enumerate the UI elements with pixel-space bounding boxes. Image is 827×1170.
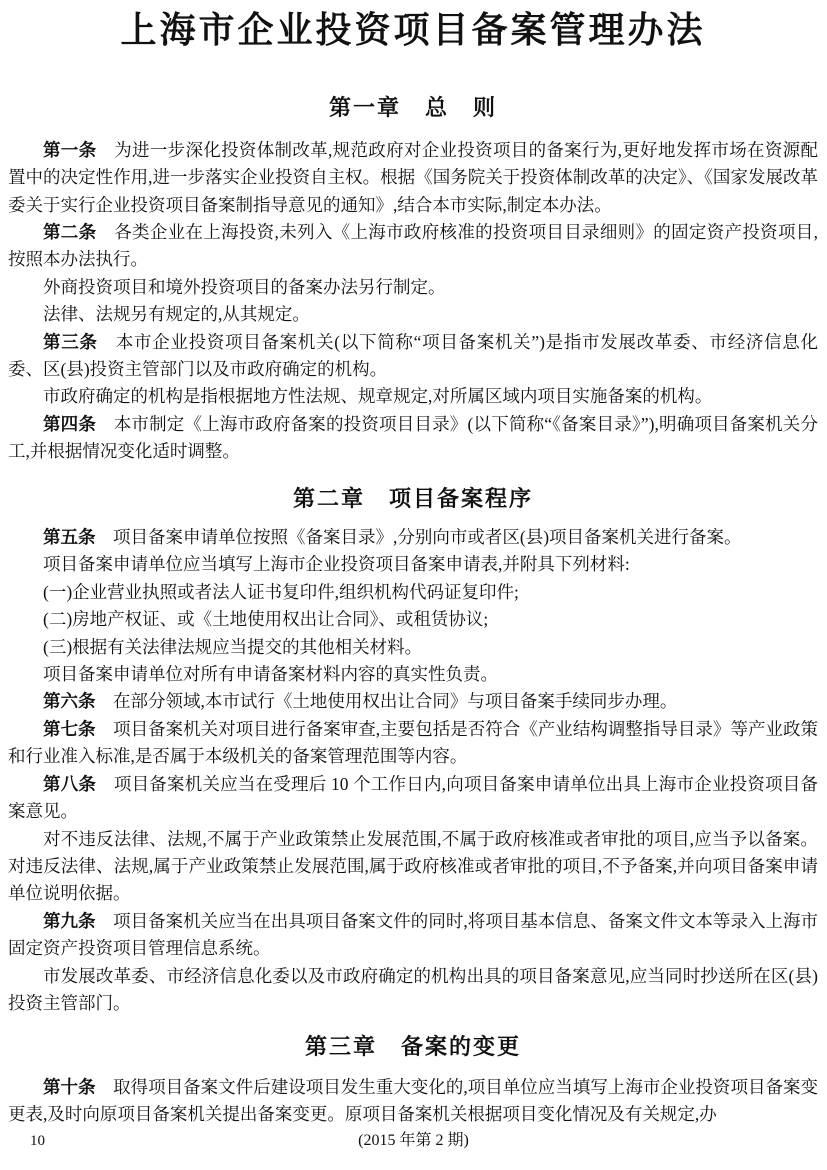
paragraph-text: 项目备案申请单位应当填写上海市企业投资项目备案申请表,并附具下列材料: bbox=[43, 554, 630, 575]
chapter-1-body bbox=[8, 137, 818, 466]
paragraph bbox=[8, 579, 818, 606]
paragraph-text: 项目备案机关应当在出具项目备案文件的同时,将项目基本信息、备案文件文本等录入上海市固定资产投资项目管理信息系统。 bbox=[8, 910, 819, 959]
paragraph-text: 各类企业在上海投资,未列入《上海市政府核准的投资项目目录细则》的固定资产投资项目,按照本办法执行。 bbox=[8, 222, 818, 270]
paragraph-text: 市政府确定的机构是指根据地方性法规、规章规定,对所属区域内项目实施备案的机构。 bbox=[43, 386, 713, 407]
paragraph bbox=[8, 411, 818, 466]
article-label: 第九条 bbox=[43, 910, 114, 931]
paragraph-text: (三)根据有关法律法规应当提交的其他相关材料。 bbox=[43, 636, 423, 657]
paragraph-text: 项目备案机关应当在受理后 10 个工作日内,向项目备案申请单位出具上海市企业投资项目备案意见。 bbox=[8, 773, 819, 822]
paragraph bbox=[8, 137, 818, 219]
article-label: 第十条 bbox=[43, 1076, 114, 1097]
paragraph bbox=[8, 606, 818, 633]
paragraph bbox=[8, 219, 818, 274]
paragraph bbox=[8, 634, 818, 661]
paragraph bbox=[8, 383, 818, 410]
article-label: 第八条 bbox=[43, 773, 114, 794]
article-label: 第六条 bbox=[43, 691, 113, 712]
paragraph-text: 取得项目备案文件后建设项目发生重大变化的,项目单位应当填写上海市企业投资项目备案变更表,及时向原项目备案机关提出备案变更。原项目备案机关根据项目变化情况及有关规定,办 bbox=[8, 1076, 819, 1125]
paragraph-text: 项目备案申请单位按照《备案目录》,分别向市或者区(县)项目备案机关进行备案。 bbox=[113, 527, 742, 548]
paragraph bbox=[8, 716, 818, 771]
paragraph bbox=[8, 301, 818, 328]
chapter-2-body bbox=[8, 524, 818, 1017]
paragraph bbox=[8, 524, 818, 551]
paragraph-text: 对不违反法律、法规,不属于产业政策禁止发展范围,不属于政府核准或者审批的项目,应当予以备案。对违反法律、法规,属于产业政策禁止发展范围,属于政府核准或者审批的项目,不予备案,并向项目备案申请单位说明依据。 bbox=[8, 828, 818, 904]
article-label: 第七条 bbox=[43, 718, 114, 739]
paragraph bbox=[8, 1074, 818, 1129]
article-label: 第五条 bbox=[43, 527, 113, 548]
article-label: 第三条 bbox=[43, 331, 116, 352]
paragraph bbox=[8, 771, 818, 826]
chapter-3-heading: 第三章 备案的变更 bbox=[304, 1034, 521, 1060]
page-footer bbox=[0, 1128, 827, 1154]
paragraph-text: 在部分领域,本市试行《土地使用权出让合同》与项目备案手续同步办理。 bbox=[113, 691, 678, 712]
paragraph bbox=[8, 329, 818, 384]
paragraph-text: 项目备案机关对项目进行备案审查,主要包括是否符合《产业结构调整指导目录》等产业政策和行业准入标准,是否属于本级机关的备案管理范围等内容。 bbox=[8, 718, 819, 767]
paragraph bbox=[8, 551, 818, 578]
paragraph-text: 市发展改革委、市经济信息化委以及市政府确定的机构出具的项目备案意见,应当同时抄送所在区(县)投资主管部门。 bbox=[8, 965, 818, 1013]
chapter-3-body bbox=[8, 1074, 818, 1129]
paragraph bbox=[8, 826, 818, 908]
paragraph-text: 本市制定《上海市政府备案的投资项目目录》(以下简称“《备案目录》”),明确项目备案机关分工,并根据情况变化适时调整。 bbox=[8, 413, 818, 462]
document-title: 上海市企业投资项目备案管理办法 bbox=[120, 10, 706, 50]
paragraph-text: 外商投资项目和境外投资项目的备案办法另行制定。 bbox=[43, 276, 446, 297]
footer-page-number: 10 bbox=[30, 1133, 45, 1149]
article-label: 第二条 bbox=[43, 222, 115, 242]
paragraph-text: (一)企业营业执照或者法人证书复印件,组织机构代码证复印件; bbox=[43, 581, 519, 602]
paragraph bbox=[8, 661, 818, 688]
chapter-2-heading: 第二章 项目备案程序 bbox=[292, 485, 533, 511]
paragraph bbox=[8, 274, 818, 301]
chapter-1-heading: 第一章 总 则 bbox=[328, 95, 497, 121]
footer-issue-label: (2015 年第 2 期) bbox=[358, 1132, 469, 1149]
paragraph-text: 法律、法规另有规定的,从其规定。 bbox=[43, 304, 310, 325]
paragraph bbox=[8, 688, 818, 715]
article-label: 第四条 bbox=[43, 413, 114, 434]
paragraph bbox=[8, 963, 818, 1018]
paragraph-text: 为进一步深化投资体制改革,规范政府对企业投资项目的备案行为,更好地发挥市场在资源配置中的决定性作用,进一步落实企业投资自主权。根据《国务院关于投资体制改革的决定》、《国家发展改革委关于实行企业投资项目备案制指导意见的通知》,结合本市实际,制定本办法。 bbox=[8, 139, 818, 215]
article-label: 第一条 bbox=[43, 139, 115, 160]
paragraph bbox=[8, 908, 818, 963]
paragraph-text: (二)房地产权证、或《土地使用权出让合同》、或租赁协议; bbox=[43, 609, 489, 630]
paragraph-text: 本市企业投资项目备案机关(以下简称“项目备案机关”)是指市发展改革委、市经济信息化委、区(县)投资主管部门以及市政府确定的机构。 bbox=[8, 331, 819, 380]
paragraph-text: 项目备案申请单位对所有申请备案材料内容的真实性负责。 bbox=[43, 664, 498, 685]
